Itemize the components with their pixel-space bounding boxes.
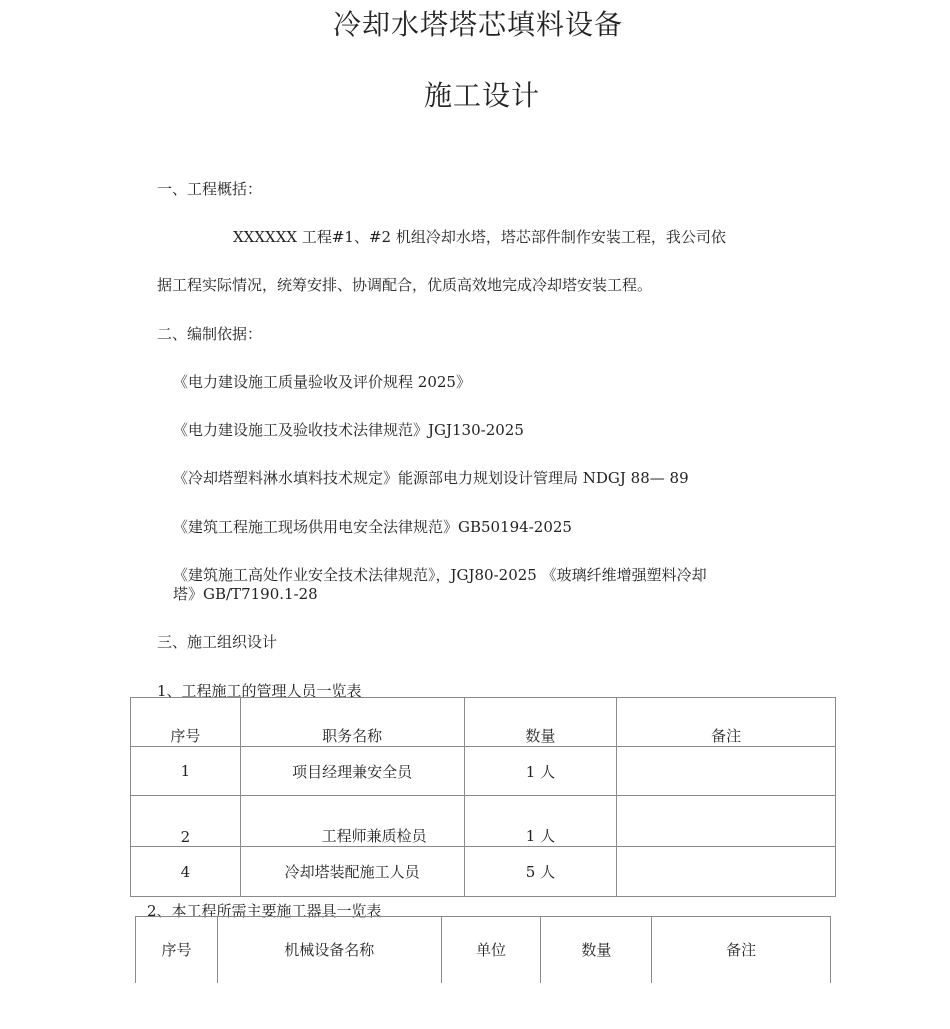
table1-caption: 1、工程施工的管理人员一览表 bbox=[157, 682, 362, 700]
table-header-cell: 单位 bbox=[441, 917, 541, 983]
document-title-line1: 冷却水塔塔芯填料设备 bbox=[333, 8, 624, 41]
table-row bbox=[131, 747, 836, 796]
table-header-row bbox=[136, 917, 831, 983]
table-cell: 2 bbox=[131, 796, 241, 847]
table-cell bbox=[617, 847, 836, 897]
table-cell: 5 人 bbox=[464, 847, 617, 897]
section1-paragraph-line1: XXXXXX 工程#1、#2 机组冷却水塔，塔芯部件制作安装工程，我公司依 bbox=[233, 228, 726, 246]
table-cell: 4 bbox=[131, 847, 241, 897]
reference-item: 《电力建设施工及验收技术法律规范》JGJ130-2025 bbox=[173, 421, 524, 439]
reference-item: 塔》GB/T7190.1-28 bbox=[173, 585, 318, 603]
table-header-cell: 机械设备名称 bbox=[217, 917, 441, 983]
table-cell bbox=[617, 796, 836, 847]
reference-item: 《建筑工程施工现场供用电安全法律规范》GB50194-2025 bbox=[173, 518, 572, 536]
table-row bbox=[131, 847, 836, 897]
management-staff-table bbox=[130, 697, 836, 897]
table-cell: 1 人 bbox=[464, 747, 617, 796]
table-header-cell: 数量 bbox=[541, 917, 652, 983]
table-cell: 工程师兼质检员 bbox=[240, 796, 464, 847]
table-cell: 冷却塔装配施工人员 bbox=[240, 847, 464, 897]
table-row bbox=[131, 796, 836, 847]
table-header-row bbox=[131, 698, 836, 747]
table-cell: 项目经理兼安全员 bbox=[240, 747, 464, 796]
reference-item: 《建筑施工高处作业安全技术法律规范》，JGJ80-2025 《玻璃纤维增强塑料冷却 bbox=[173, 566, 707, 584]
table-cell bbox=[617, 747, 836, 796]
table-header-cell: 职务名称 bbox=[240, 698, 464, 747]
section3-heading: 三、施工组织设计 bbox=[157, 633, 278, 651]
table-cell: 1 bbox=[131, 747, 241, 796]
section2-heading: 二、编制依据： bbox=[157, 325, 263, 343]
table-header-cell: 序号 bbox=[131, 698, 241, 747]
section1-heading: 一、工程概括： bbox=[157, 180, 263, 198]
table-header-cell: 数量 bbox=[464, 698, 617, 747]
equipment-table bbox=[135, 916, 831, 983]
table-header-cell: 备注 bbox=[617, 698, 836, 747]
table2-caption: 2、本工程所需主要施工器具一览表 bbox=[147, 902, 382, 920]
table-header-cell: 备注 bbox=[652, 917, 831, 983]
document-title-line2: 施工设计 bbox=[424, 79, 541, 112]
reference-item: 《电力建设施工质量验收及评价规程 2025》 bbox=[173, 373, 471, 391]
table-header-cell: 序号 bbox=[136, 917, 218, 983]
table-cell: 1 人 bbox=[464, 796, 617, 847]
reference-item: 《冷却塔塑料淋水填料技术规定》能源部电力规划设计管理局 NDGJ 88— 89 bbox=[173, 469, 689, 487]
section1-paragraph-line2: 据工程实际情况，统筹安排、协调配合，优质高效地完成冷却塔安装工程。 bbox=[157, 276, 653, 294]
